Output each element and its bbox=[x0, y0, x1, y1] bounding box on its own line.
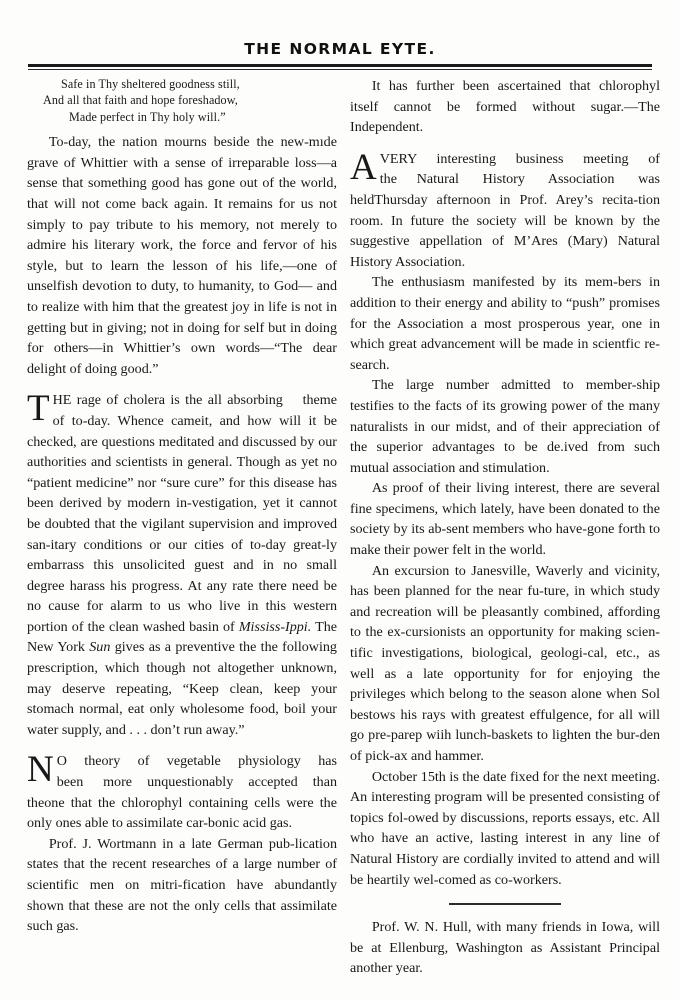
verse-block bbox=[27, 76, 337, 125]
hull-paragraph: Prof. W. N. Hull, with many friends in Iowa, will be at Ellenburg, Washington as Assistant Principal another year. bbox=[350, 919, 660, 977]
verse-line: And all that faith and hope foreshadow, bbox=[43, 93, 238, 108]
chlorophyl-article bbox=[27, 751, 337, 833]
enthusiasm-paragraph: The enthusiasm manifested by its mem-bers in addition to their energy and ability to “push” promises for the Association a most prosperous year, one in which great advancement will be made in scientfic re-search. bbox=[350, 274, 660, 373]
association-article bbox=[350, 149, 660, 273]
association-body: Thursday afternoon in Prof. Arey’s recita-tion room. In future the society will be known by the suggestive appellation of M’Ares (Mary) Natural History Association. bbox=[350, 191, 660, 270]
masthead-rule-thin bbox=[28, 69, 652, 70]
dropcap-letter: T bbox=[27, 390, 50, 430]
masthead bbox=[28, 42, 652, 58]
sun-italic: Sun bbox=[89, 639, 111, 656]
cholera-body-3: gives as a preventive the the following prescription, which though not altogether unknown, may deserve repeating, “Keep clean, keep your stomach normal, eat only wholesome food, boil your water supply, and . . . don’t run away.” bbox=[27, 639, 337, 738]
chlorophyl-first-line: O theory of vegetable physiology has been bbox=[56, 753, 337, 791]
right-column bbox=[350, 76, 660, 979]
association-first-line: VERY interesting business meeting of the bbox=[379, 150, 660, 188]
cholera-body: it, and how will it be checked, are questions meditated and discussed by our authorities and scientists in general. Though as yet no “patient medicine” nor “sure cure” for this disease has been derived by modern in-vestigation, yet it cannot be doubted that the vigilant supervision and improved san-itary conditions or our cities of to-day great-ly embarrass this unsolicited guest and in no small degree harass his progress. At any rate there need be no cause for alarm to us who live in this western portion of the clean washed basin of bbox=[27, 412, 337, 635]
mississippi-italic: Mississ-Ippi. bbox=[238, 618, 312, 635]
specimens-paragraph: As proof of their living interest, there are several fine specimens, which lately, have been donated to the society by its ab-sent members who have-gone forth to make their power felt in the world. bbox=[350, 480, 660, 559]
dropcap-letter: A bbox=[350, 148, 377, 188]
association-second-line: Natural History Association was held bbox=[350, 171, 660, 208]
cholera-article bbox=[27, 390, 337, 740]
masthead-rule-thick bbox=[28, 64, 652, 67]
section-divider-rule bbox=[449, 903, 561, 905]
cholera-second-line: theme of to-day. Whence came bbox=[52, 392, 337, 429]
october-paragraph: October 15th is the date fixed for the next meeting. An interesting program will be presented consisting of topics fol-owed by discussions, reports essays, etc. All who have an active, lasting interest in any line of Natural History are cordially invited to attend and will be heartily wel-comed as co-workers. bbox=[350, 768, 660, 888]
verse-line: Safe in Thy sheltered goodness still, bbox=[61, 77, 240, 91]
membership-paragraph: The large number admitted to member-ship testifies to the facts of its growing power of the many naturalists in our midst, and of their appreciation of the superior advantages to be de.ived from such mutual association and stimulation. bbox=[350, 377, 660, 476]
page-title: THE NORMAL EYTE. bbox=[244, 40, 436, 58]
verse-line: Made perfect in Thy holy will.” bbox=[69, 109, 226, 124]
whittier-paragraph: To-day, the nation mourns beside the new-mıde grave of Whittier with a sense of irreparable loss—a sense that something good has gone out of the world, that will not come back again. It remains for us not simply to pay tribute to his memory, not merely to admire his literary work, the force and fervor of his style, but to learn the lesson of his life,—one of unselfish devotion to duty, to humanity, to God— and to realize with him that the greatest joy in life is not in getting but in giving; not in doing for self but in doing for others—in Whittier’s own words—“The dear delight of doing good.” bbox=[27, 134, 337, 377]
cholera-first-line: HE rage of cholera is the all absorbing bbox=[52, 392, 283, 409]
excursion-paragraph: An excursion to Janesville, Waverly and vicinity, has been planned for the near fu-ture, in which study and recreation will be pleasantly combined, affording to the ex-cursionists an opportunity for making scien-tific investigations, biological, geologi-cal, etc., as well as a late opportunity for for enjoying the privileges which belong to the season alone when Sol bestows his rays with greatest effulgence, for all will go pre-parep wiih lunch-baskets to lighten the bur-den of pick-ax and hammer. bbox=[350, 562, 660, 764]
wortmann-paragraph: Prof. J. Wortmann in a late German pub-lication states that the recent researches of a large number of scientific men on mitri-fication have abundantly shown that these are not the only cells that assimilate such gas. bbox=[27, 835, 337, 935]
left-column bbox=[27, 76, 337, 937]
cholera-body-2: The New York bbox=[27, 618, 337, 656]
independent-paragraph: It has further been ascertained that chlorophyl itself cannot be formed without sugar.—The Independent. bbox=[350, 78, 660, 136]
dropcap-letter: N bbox=[27, 751, 54, 791]
chlorophyl-body: one that the chlorophyl containing cells were the only ones able to assimilate car-bonic acid gas. bbox=[27, 794, 337, 832]
chlorophyl-second-line: more unquestionably accepted than the bbox=[27, 774, 337, 811]
